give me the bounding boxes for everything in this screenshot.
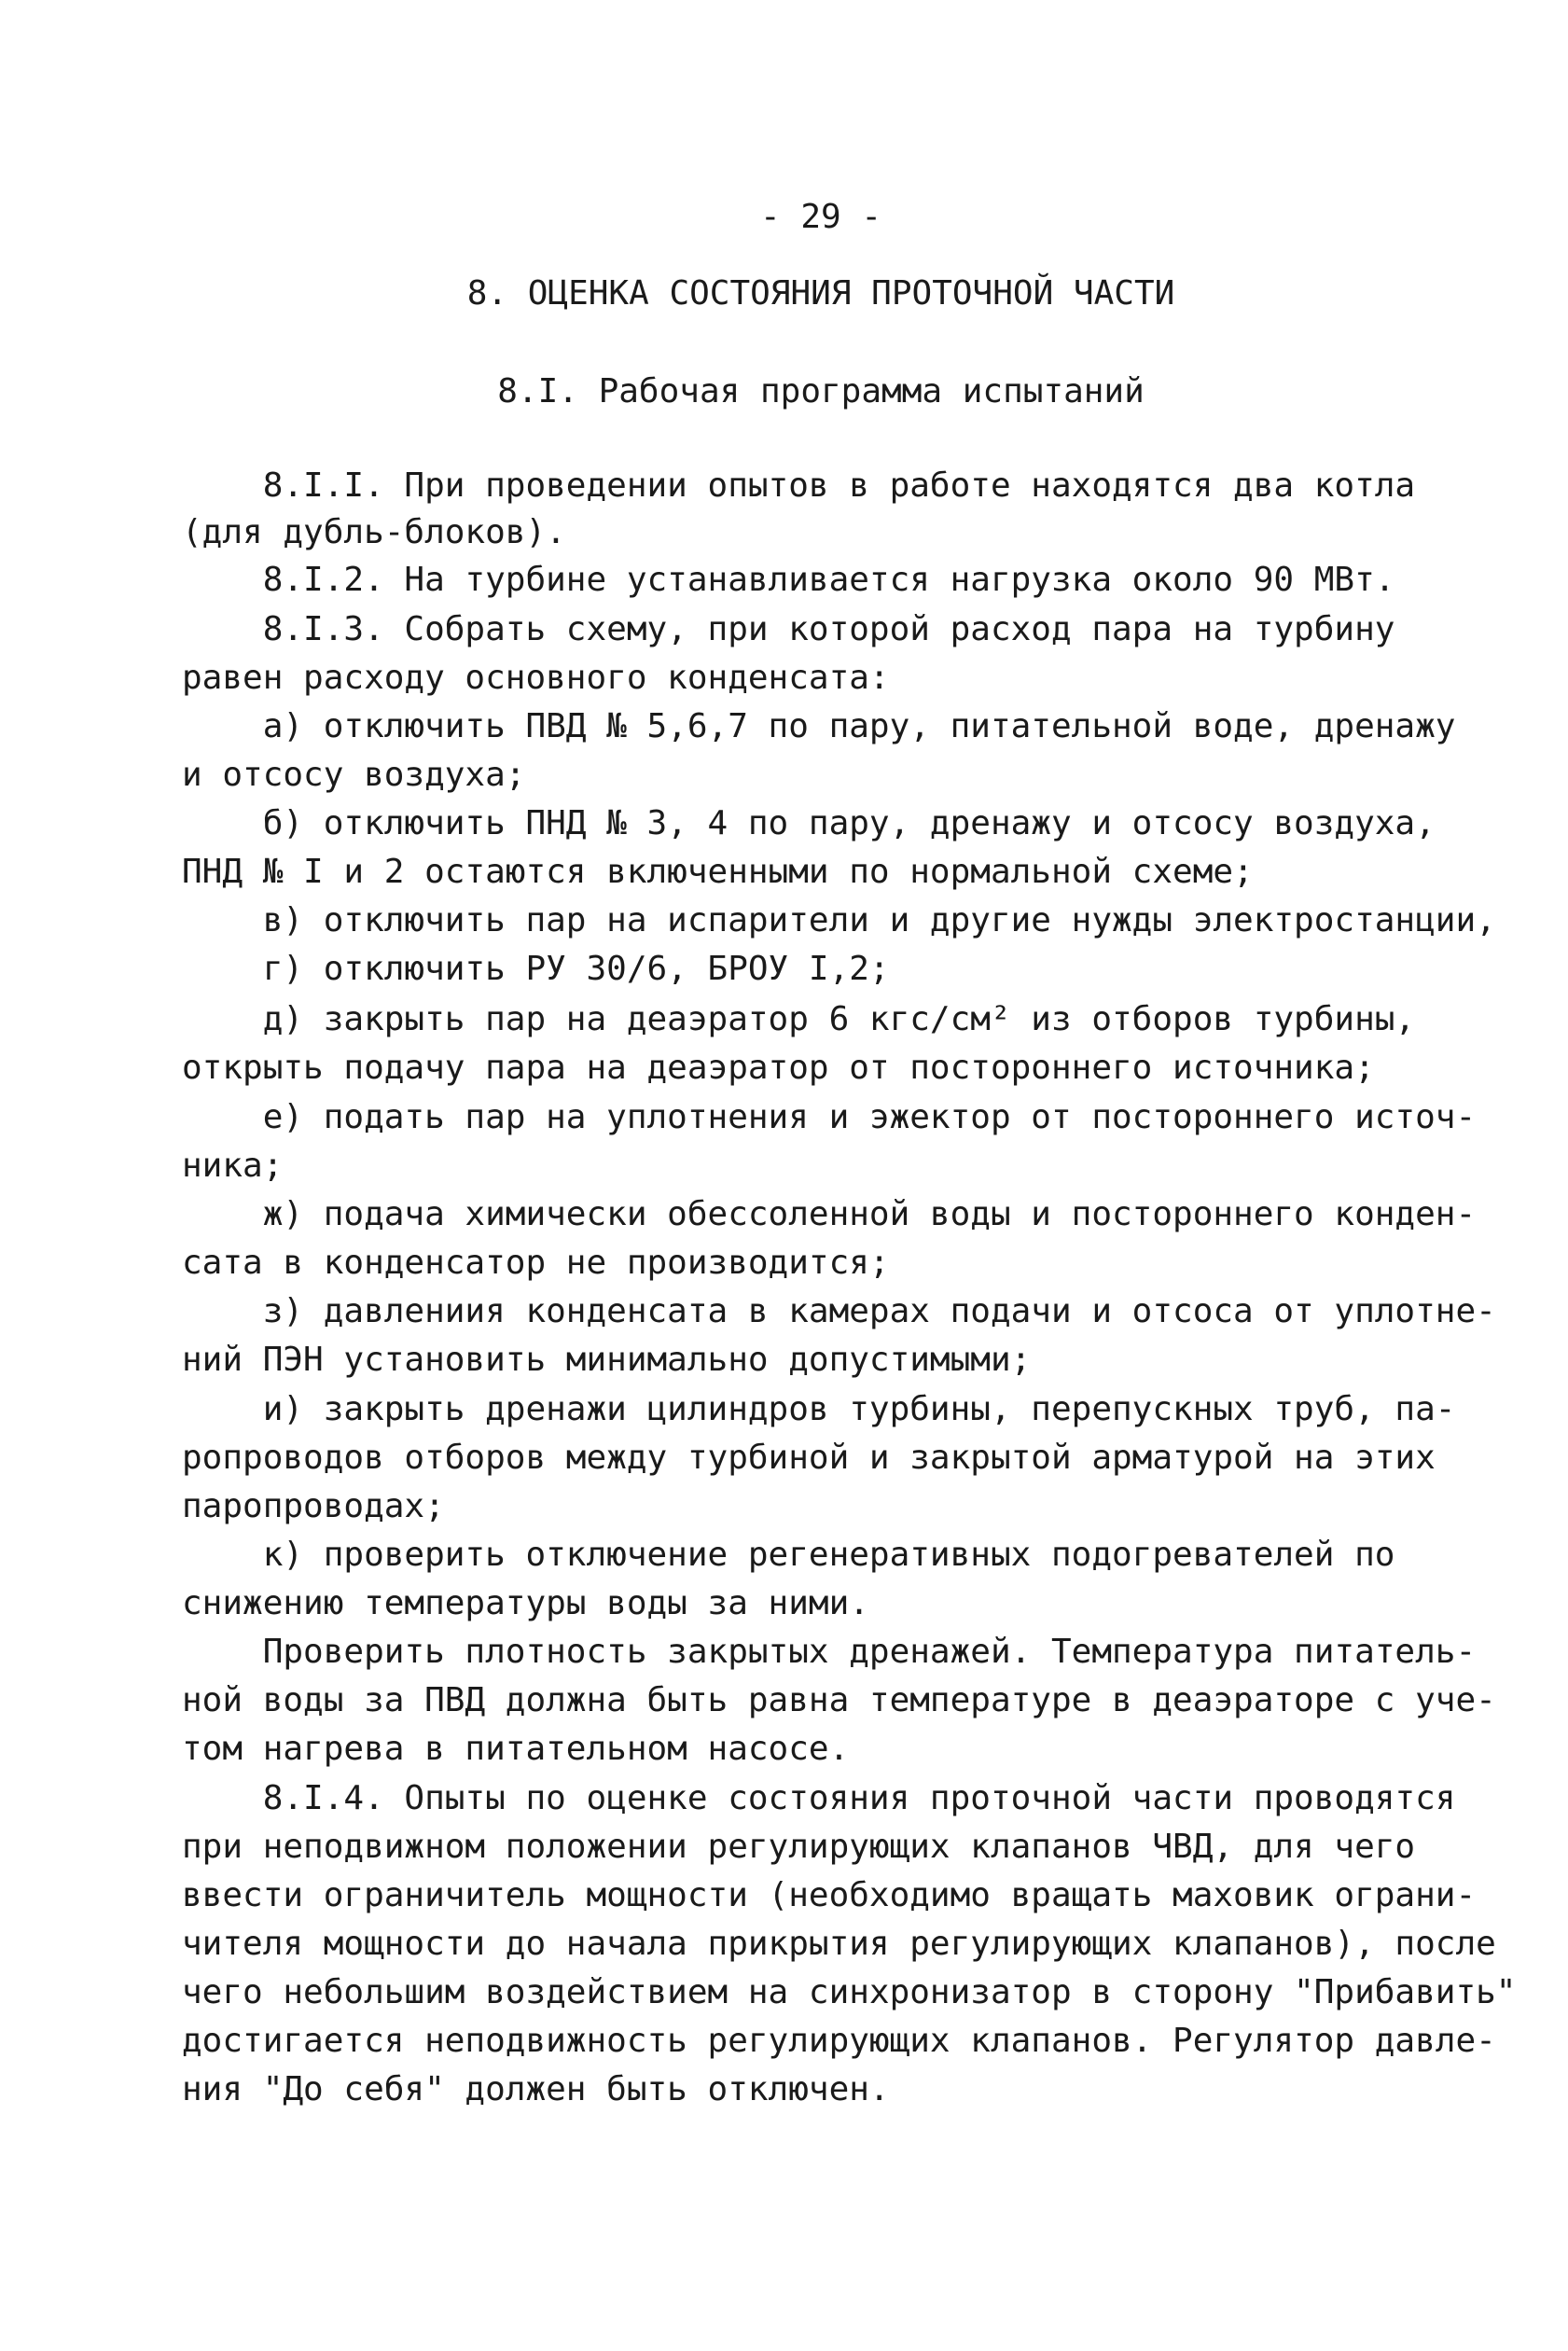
text-line: в) отключить пар на испарители и другие нужды электростанции, [182,901,1496,939]
text-line: (для дубль-блоков). [182,513,566,551]
text-line: ной воды за ПВД должна быть равна температуре в деаэраторе с уче- [182,1681,1496,1719]
text-line: ропроводов отборов между турбиной и закрытой арматурой на этих [182,1439,1436,1477]
text-line: и) закрыть дренажи цилиндров турбины, перепускных труб, па- [182,1390,1456,1428]
text-line: б) отключить ПНД № 3, 4 по пару, дренажу и отсосу воздуха, [182,804,1436,842]
text-line: и отсосу воздуха; [182,756,526,794]
text-line: ний ПЭН установить минимально допустимыми; [182,1341,1032,1379]
text-line: з) давлениия конденсата в камерах подачи и отсоса от уплотне- [182,1292,1496,1330]
text-line: ПНД № I и 2 остаются включенными по нормальной схеме; [182,853,1254,891]
text-line: сата в конденсатор не производится; [182,1244,890,1282]
text-line: 8.I.3. Собрать схему, при которой расход пара на турбину [182,610,1395,648]
text-line: том нагрева в питательном насосе. [182,1730,850,1768]
text-line: чего небольшим воздействием на синхронизатор в сторону "Прибавить" [182,1973,1517,2011]
text-line: равен расходу основного конденсата: [182,659,890,697]
text-line: ника; [182,1147,284,1185]
text-line: ввести ограничитель мощности (необходимо вращать маховик ограни- [182,1876,1477,1914]
text-line: к) проверить отключение регенеративных подогревателей по [182,1536,1395,1574]
text-line: а) отключить ПВД № 5,6,7 по пару, питательной воде, дренажу [182,707,1456,745]
text-line: 8.I.I. При проведении опытов в работе находятся два котла [182,466,1416,505]
text-line: е) подать пар на уплотнения и эжектор от постороннего источ- [182,1098,1477,1136]
text-line: д) закрыть пар на деаэратор 6 кгс/см² из отборов турбины, [182,1000,1416,1038]
text-line: ния "До себя" должен быть отключен. [182,2070,890,2108]
page-number: - 29 - [759,198,882,236]
section-title: 8. ОЦЕНКА СОСТОЯНИЯ ПРОТОЧНОЙ ЧАСТИ [466,274,1175,313]
text-line: ж) подача химически обессоленной воды и постороннего конден- [182,1195,1477,1233]
subsection-title: 8.I. Рабочая программа испытаний [497,372,1145,410]
text-line: достигается неподвижность регулирующих клапанов. Регулятор давле- [182,2022,1496,2060]
text-line: 8.I.4. Опыты по оценке состояния проточной части проводятся [182,1779,1456,1817]
text-line: при неподвижном положении регулирующих клапанов ЧВД, для чего [182,1828,1416,1866]
text-line: снижению температуры воды за ними. [182,1584,869,1622]
text-line: паропроводах; [182,1487,445,1525]
text-line: г) отключить РУ 30/6, БРОУ I,2; [182,950,890,988]
text-line: Проверить плотность закрытых дренажей. Температура питатель- [182,1633,1477,1671]
text-line: открыть подачу пара на деаэратор от постороннего источника; [182,1049,1375,1087]
text-line: чителя мощности до начала прикрытия регулирующих клапанов), после [182,1925,1496,1963]
text-line: 8.I.2. На турбине устанавливается нагрузка около 90 МВт. [182,561,1395,599]
